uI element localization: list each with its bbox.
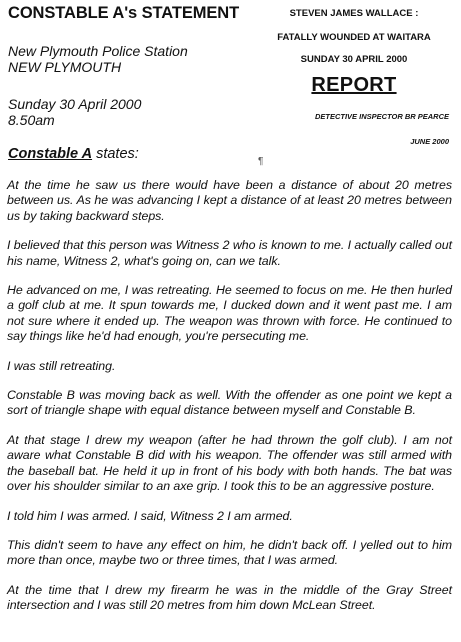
paragraph: This didn't seem to have any effect on him, he didn't back off. I yelled out to him more than once, maybe two or three times, that I was armed.: [7, 537, 452, 568]
case-date: SUNDAY 30 APRIL 2000: [300, 54, 408, 65]
paragraph: I believed that this person was Witness 2 who is known to me. I actually called out his name, Witness 2, what's going on, can we talk.: [7, 238, 452, 268]
paragraph: I told him I was armed. I said, Witness 2 I am armed.: [7, 508, 293, 523]
report-author: DETECTIVE INSPECTOR BR PEARCE: [314, 112, 449, 121]
statement-body: [7, 178, 452, 628]
paragraph: At the time that I drew my firearm he was in the middle of the Gray Street intersection and I was still 20 metres from him down McLean Street.: [7, 582, 452, 613]
paragraph: He advanced on me, I was retreating. He seemed to focus on me. He then hurled a golf club at me. It spun towards me, I ducked down and it went past me. I am not sure where it ended up. The weapon was thrown with force. He continued to say things like he'd had enough, you're persecuting me.: [7, 283, 452, 344]
statement-date: Sunday 30 April 2000: [8, 96, 142, 112]
paragraph: At the time he saw us there would have been a distance of about 20 metres between us. As he was advancing I kept a distance of at least 20 metres between us by taking backward steps.: [7, 178, 452, 223]
statement-header: [8, 4, 258, 163]
states-line: [8, 146, 258, 163]
speaker-name: Constable A: [8, 146, 93, 162]
report-title: REPORT: [311, 74, 397, 96]
paragraph: I was still retreating.: [7, 358, 116, 373]
location-block: [8, 43, 258, 75]
report-date: JUNE 2000: [410, 137, 449, 146]
station-name: New Plymouth Police Station: [8, 43, 188, 59]
statement-time: 8.50am: [8, 112, 55, 128]
case-subject: STEVEN JAMES WALLACE :: [289, 8, 419, 19]
case-header: [259, 8, 449, 146]
paragraph: At that stage I drew my weapon (after he had thrown the golf club). I am not aware what Constable B did with his weapon. The offender was still armed with the baseball bat. He held it up in front of his body with both hands. The bat was over his shoulder similar to an axe grip. I took this to be an aggressive posture.: [7, 432, 452, 494]
paragraph: Constable B was moving back as well. With the offender as one point we kept a sort of triangle shape with equal distance between myself and Constable B.: [7, 388, 452, 418]
states-word: states:: [92, 146, 139, 162]
datetime-block: [8, 96, 258, 128]
city-name: NEW PLYMOUTH: [8, 59, 122, 75]
case-description: FATALLY WOUNDED AT WAITARA: [277, 32, 431, 43]
statement-title: CONSTABLE A's STATEMENT: [8, 4, 240, 22]
pilcrow-mark: ¶: [258, 156, 264, 167]
